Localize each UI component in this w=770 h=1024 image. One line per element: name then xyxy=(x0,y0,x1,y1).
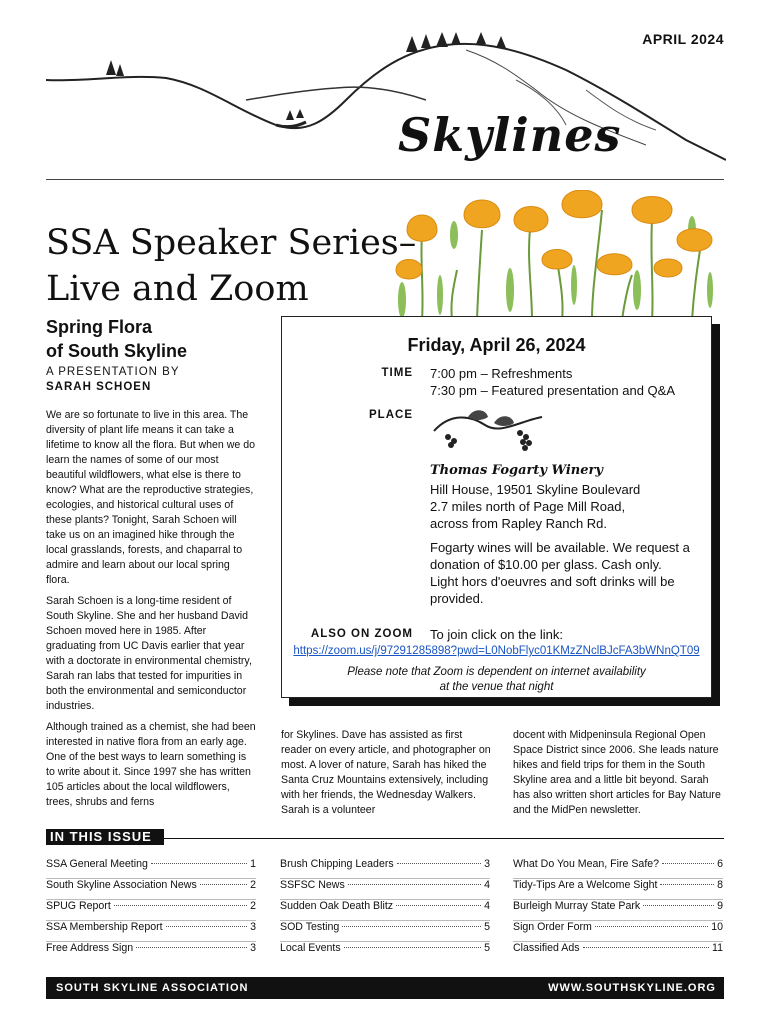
toc-item-title: SSA General Meeting xyxy=(46,858,148,870)
toc-item[interactable] xyxy=(46,858,256,878)
winery-logo-text: Thomas Fogarty Winery xyxy=(430,463,603,478)
toc-item-title: Classified Ads xyxy=(513,942,580,954)
zoom-label: ALSO ON ZOOM xyxy=(310,628,413,640)
wine-note-line: Light hors d'oeuvres and soft drinks will be xyxy=(430,574,675,589)
toc-item[interactable] xyxy=(280,900,490,920)
zoom-note-line: Please note that Zoom is dependent on internet availability xyxy=(347,666,646,678)
toc-item-page: 3 xyxy=(484,858,490,870)
toc-dot-leader xyxy=(342,926,481,927)
toc-item[interactable] xyxy=(46,942,256,962)
toc-item-page: 4 xyxy=(484,900,490,912)
toc-dot-leader xyxy=(166,926,248,927)
talk-title xyxy=(46,315,266,363)
toc-column xyxy=(513,858,723,962)
toc-item[interactable] xyxy=(513,858,723,878)
toc-item-page: 11 xyxy=(712,942,723,954)
article-paragraph: Although trained as a chemist, she had been interested in native flora from an early age. One of the best ways to learn something is to write about it. Since 1997 she has written 105 articles about the local wildflowers, trees, shrubs and ferns xyxy=(46,721,256,808)
toc-dot-leader xyxy=(114,905,247,906)
toc-item-title: SSFSC News xyxy=(280,879,345,891)
toc-item[interactable] xyxy=(513,921,723,941)
toc-item-page: 3 xyxy=(250,942,256,954)
toc-item[interactable] xyxy=(513,900,723,920)
newsletter-logo: Skylines xyxy=(398,108,622,162)
talk-title-line-1: Spring Flora xyxy=(46,317,153,337)
toc-dot-leader xyxy=(344,947,481,948)
toc-item[interactable] xyxy=(280,942,490,962)
toc-column xyxy=(46,858,256,962)
wine-note-line: provided. xyxy=(430,591,484,606)
toc-dot-leader xyxy=(595,926,708,927)
toc-item[interactable] xyxy=(46,900,256,920)
toc-item-page: 9 xyxy=(717,900,723,912)
toc-item-page: 8 xyxy=(717,879,723,891)
toc-dot-leader xyxy=(583,947,709,948)
wine-note-line: Fogarty wines will be available. We request a xyxy=(430,540,690,555)
toc-dot-leader xyxy=(151,863,247,864)
toc-item[interactable] xyxy=(280,858,490,878)
toc-dot-leader xyxy=(662,863,714,864)
zoom-note-line: at the venue that night xyxy=(439,681,554,693)
toc-item-page: 1 xyxy=(250,858,256,870)
toc-item-title: SOD Testing xyxy=(280,921,340,933)
address-line: across from Rapley Ranch Rd. xyxy=(430,516,608,531)
toc-dot-leader xyxy=(397,863,481,864)
toc-item-page: 3 xyxy=(250,921,256,933)
zoom-meeting-link[interactable]: https://zoom.us/j/97291285898?pwd=L0NobFlyc01KMzZNclBJcFA3bWNnQT09 xyxy=(293,645,700,657)
place-label: PLACE xyxy=(369,409,413,421)
toc-item-page: 10 xyxy=(711,921,723,933)
issue-date: APRIL 2024 xyxy=(642,31,724,47)
toc-item[interactable] xyxy=(513,879,723,899)
wine-note-line: donation of $10.00 per glass. Cash only. xyxy=(430,557,662,572)
toc-dot-leader xyxy=(660,884,714,885)
toc-dot-leader xyxy=(136,947,247,948)
footer-bar xyxy=(46,977,724,999)
time-label: TIME xyxy=(381,367,413,379)
event-date: Friday, April 26, 2024 xyxy=(407,335,586,355)
toc-item-title: Free Address Sign xyxy=(46,942,134,954)
toc-item-title: South Skyline Association News xyxy=(46,879,197,891)
zoom-note xyxy=(282,665,711,695)
presenter-name: SARAH SCHOEN xyxy=(46,381,152,393)
wine-note xyxy=(430,539,690,607)
footer-organization: SOUTH SKYLINE ASSOCIATION xyxy=(56,982,249,994)
toc-item-title: SPUG Report xyxy=(46,900,111,912)
footer-website[interactable]: WWW.SOUTHSKYLINE.ORG xyxy=(548,982,716,994)
hills-illustration xyxy=(46,30,726,180)
toc-item-page: 6 xyxy=(717,858,723,870)
toc-item[interactable] xyxy=(280,879,490,899)
masthead-divider xyxy=(46,179,724,180)
toc-item-title: Burleigh Murray State Park xyxy=(513,900,641,912)
headline xyxy=(46,220,426,312)
poppies-illustration xyxy=(392,190,722,320)
in-this-issue-heading: IN THIS ISSUE xyxy=(46,829,164,845)
article-paragraph: Sarah Schoen is a long-time resident of South Skyline. She and her husband David Schoen moved here in 1985. After graduating from UC Davis earlier that year with a doctorate in environmental chemistry, Sarah ran labs that tested for impurities in both the environmental and semiconductor industries. xyxy=(46,595,252,712)
headline-line-1: SSA Speaker Series– xyxy=(46,223,417,263)
zoom-instructions: To join click on the link: xyxy=(430,627,563,642)
toc-dot-leader xyxy=(200,884,247,885)
toc-item-page: 2 xyxy=(250,879,256,891)
toc-dot-leader xyxy=(643,905,714,906)
toc-item-page: 5 xyxy=(484,921,490,933)
address-line: Hill House, 19501 Skyline Boulevard xyxy=(430,482,641,497)
toc-item-page: 2 xyxy=(250,900,256,912)
presenter-prefix: A PRESENTATION BY xyxy=(46,366,180,378)
article-paragraph: We are so fortunate to live in this area. The diversity of plant life means it can take a lifetime to know all the flora. But when we do learn the names of some of our most beautiful wildflowers, what else is there to know? What are the reproductive strategies, ecologies, and historical cultural uses of these plants? Tonight, Sarah Schoen will take us on an imagined hike through the local grasslands, forests, and chaparral to admire and learn about our local spring flora. xyxy=(46,409,256,586)
time-refreshments: 7:00 pm – Refreshments xyxy=(430,366,573,381)
winery-vine-icon xyxy=(430,403,550,453)
toc-item-title: Sign Order Form xyxy=(513,921,592,933)
article-column-2: for Skylines. Dave has assisted as first reader on every article, and photographer on most. A lover of nature, Sarah has hiked the Santa Cruz Mountains extensively, including with her friends, the Wednesday Walkers. Sarah is a volunteer xyxy=(281,729,491,816)
headline-line-2: Live and Zoom xyxy=(46,269,309,309)
toc-item[interactable] xyxy=(46,921,256,941)
toc-item[interactable] xyxy=(280,921,490,941)
toc-item[interactable] xyxy=(513,942,723,962)
toc-item-title: Local Events xyxy=(280,942,341,954)
time-values xyxy=(430,365,675,399)
article-column-3: docent with Midpeninsula Regional Open Space District since 2006. She leads nature hikes and field trips for them in the South Skyline area and a little bit beyond. Sarah has also written short articles for Bay Nature and the MidPen newsletter. xyxy=(513,729,721,816)
event-info-box xyxy=(281,316,712,698)
toc-column xyxy=(280,858,490,962)
toc-item-page: 5 xyxy=(484,942,490,954)
toc-item[interactable] xyxy=(46,879,256,899)
toc-item-title: Brush Chipping Leaders xyxy=(280,858,394,870)
toc-item-title: SSA Membership Report xyxy=(46,921,163,933)
venue-address xyxy=(430,481,640,532)
toc-item-page: 4 xyxy=(484,879,490,891)
toc-dot-leader xyxy=(396,905,481,906)
toc-item-title: What Do You Mean, Fire Safe? xyxy=(513,858,660,870)
toc-item-title: Tidy-Tips Are a Welcome Sight xyxy=(513,879,658,891)
article-column-1 xyxy=(46,408,256,816)
address-line: 2.7 miles north of Page Mill Road, xyxy=(430,499,626,514)
time-presentation: 7:30 pm – Featured presentation and Q&A xyxy=(430,383,675,398)
toc-dot-leader xyxy=(348,884,481,885)
table-of-contents xyxy=(46,858,724,968)
toc-item-title: Sudden Oak Death Blitz xyxy=(280,900,394,912)
talk-title-line-2: of South Skyline xyxy=(46,341,188,361)
